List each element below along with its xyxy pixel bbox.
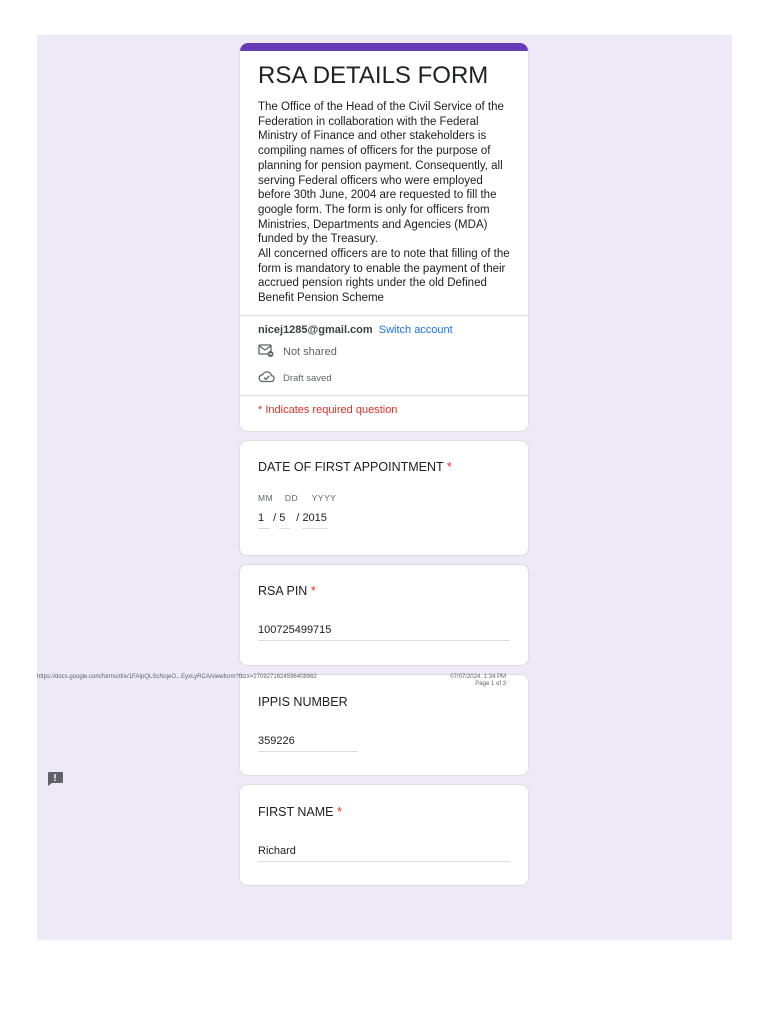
required-star: *: [336, 805, 342, 819]
day-label: DD: [284, 493, 299, 503]
not-shared-row: [258, 343, 337, 361]
rsa-pin-input[interactable]: 100725499715: [258, 624, 510, 641]
question-title: [258, 805, 342, 819]
month-input[interactable]: 1: [258, 512, 270, 529]
switch-account-link[interactable]: Switch account: [378, 324, 453, 336]
required-star: *: [310, 584, 316, 598]
print-datetime: 07/07/2024, 1:34 PM: [450, 674, 506, 680]
header-divider: [240, 315, 528, 316]
print-datetime-page: [432, 674, 506, 688]
form-header-card: [239, 43, 529, 432]
question-first-name: [239, 784, 529, 886]
year-input[interactable]: 2015: [302, 512, 328, 529]
draft-saved-row: [258, 369, 332, 387]
month-label: MM: [258, 493, 274, 503]
question-ippis-number: [239, 674, 529, 776]
question-label: DATE OF FIRST APPOINTMENT: [258, 460, 444, 474]
day-input[interactable]: 5: [279, 512, 290, 529]
date-inputs: 1 / 5 / 2015: [258, 512, 328, 529]
mail-blocked-icon: [258, 343, 275, 361]
first-name-input[interactable]: Richard: [258, 845, 510, 862]
question-title: [258, 695, 348, 709]
question-label: RSA PIN: [258, 584, 308, 598]
print-page-number: Page 1 of 3: [475, 681, 506, 687]
form-description: The Office of the Head of the Civil Service of the Federation in collaboration with the Federal Ministry of Finance and other stakeholders is compiling names of officers for the purpose of planning for pension payment. Consequently, all serving Federal officers who were employed before 30th June, 2004 are requested to fill the google form. The form is only for officers from Ministries, Departments and Agencies (MDA) funded by the Treasury. All concerned officers are to note that filling of the form is mandatory to enable the payment of their accrued pension rights under the old Defined Benefit Pension Scheme: [258, 101, 510, 305]
account-email: nicej1285@gmail.com: [258, 324, 373, 336]
date-field-labels: [258, 493, 336, 503]
required-note: * Indicates required question: [258, 404, 398, 416]
question-label: FIRST NAME: [258, 805, 334, 819]
not-shared-label: Not shared: [283, 346, 337, 358]
ippis-number-input[interactable]: 359226: [258, 735, 358, 752]
question-label: IPPIS NUMBER: [258, 695, 348, 709]
required-star: *: [446, 460, 452, 474]
cloud-check-icon: [258, 369, 275, 387]
header-accent-bar: [240, 43, 528, 51]
question-title: [258, 460, 452, 474]
year-label: YYYY: [311, 493, 337, 503]
account-row: [258, 324, 453, 336]
feedback-icon[interactable]: [46, 771, 64, 787]
question-date-of-first-appointment: [239, 440, 529, 556]
question-title: [258, 584, 316, 598]
draft-saved-label: Draft saved: [283, 372, 332, 384]
print-url: https://docs.google.com/forms/d/e/1FAIpQLScNcjeO...EyxLyRCA/viewform?fbzx=2709271624596408962: [37, 674, 317, 680]
question-rsa-pin: [239, 564, 529, 666]
account-divider: [240, 395, 528, 396]
form-title: RSA DETAILS FORM: [258, 62, 489, 89]
